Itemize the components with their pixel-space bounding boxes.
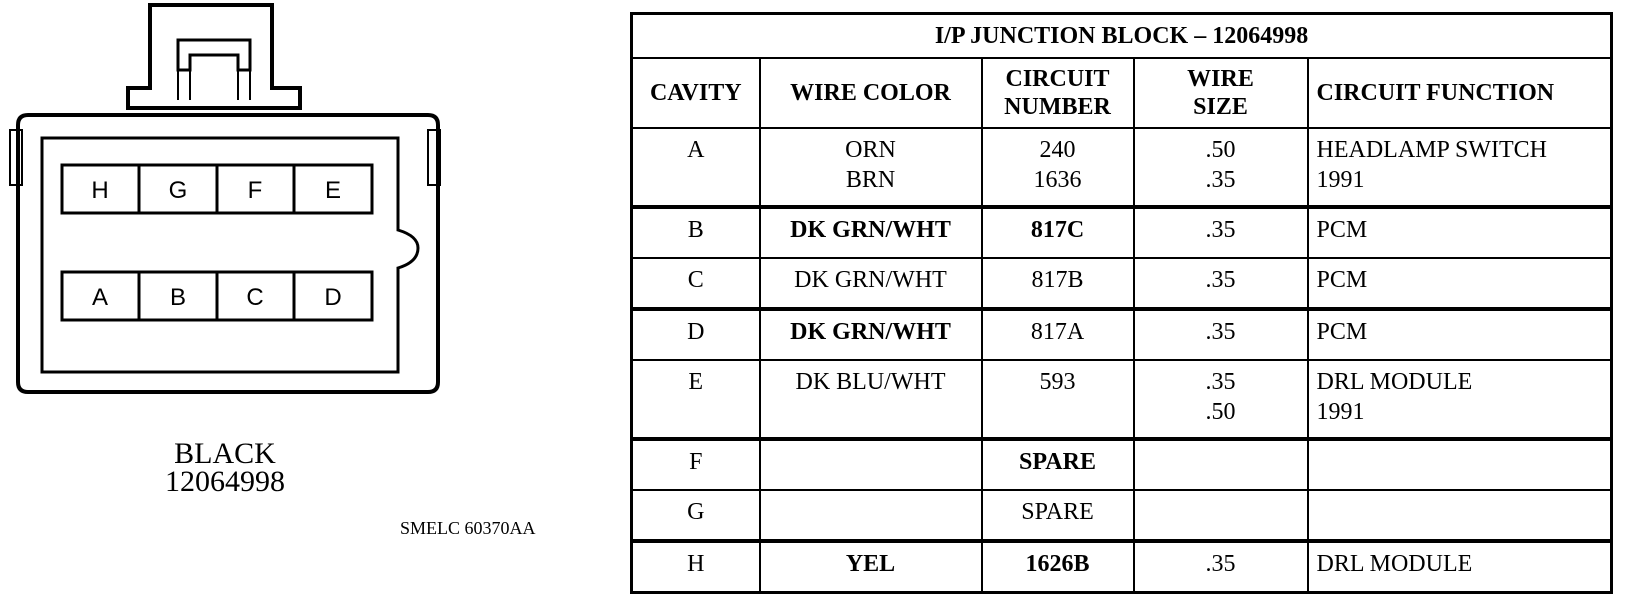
- cell-function-line: 1991: [1316, 399, 1365, 425]
- cell-wire-color: DK GRN/WHT: [760, 258, 982, 309]
- table-row: [632, 439, 1612, 490]
- connector-caption: [120, 437, 330, 498]
- pin-row-top: [62, 165, 372, 213]
- cell-circuit-function: [1308, 490, 1612, 541]
- table-row: [632, 309, 1612, 360]
- cell-circuit-function: [1308, 360, 1612, 439]
- cell-wire-size: .35: [1134, 258, 1308, 309]
- table-row: [632, 490, 1612, 541]
- pin-label-e: E: [324, 177, 342, 204]
- header-circuit-function: CIRCUIT FUNCTION: [1308, 58, 1612, 128]
- cell-circuit-function: PCM: [1308, 207, 1612, 258]
- cell-size-line: .35: [1205, 167, 1236, 193]
- cell-function-line: DRL MODULE: [1316, 369, 1473, 395]
- table-row: [632, 541, 1612, 593]
- header-wire-color: WIRE COLOR: [760, 58, 982, 128]
- cell-circuit-function: PCM: [1308, 309, 1612, 360]
- drawing-reference: SMELC 60370AA: [400, 518, 536, 538]
- cell-cavity: E: [632, 360, 760, 439]
- cell-wire-color: YEL: [760, 541, 982, 593]
- cell-circuit-number: SPARE: [982, 490, 1134, 541]
- cell-wire-size: [1134, 490, 1308, 541]
- pin-label-h: H: [91, 177, 109, 204]
- cell-wire-color: [760, 490, 982, 541]
- cell-cavity: C: [632, 258, 760, 309]
- cell-wire-size: [1134, 128, 1308, 207]
- cell-circuit-number: 817B: [982, 258, 1134, 309]
- cell-wire-color-line: BRN: [845, 167, 896, 193]
- cell-circuit-function: DRL MODULE: [1308, 541, 1612, 593]
- cell-circuit-function: PCM: [1308, 258, 1612, 309]
- header-circuit-number-line1: CIRCUIT: [1005, 66, 1110, 92]
- header-wire-size: [1134, 58, 1308, 128]
- pin-label-b: B: [169, 284, 187, 311]
- cell-cavity: D: [632, 309, 760, 360]
- cell-circuit-line: 1636: [1033, 167, 1082, 193]
- connector-color-label: BLACK: [174, 437, 276, 470]
- cell-size-line: .35: [1205, 369, 1236, 395]
- pin-label-d: D: [324, 284, 342, 311]
- cell-cavity: A: [632, 128, 760, 207]
- cell-cavity: G: [632, 490, 760, 541]
- table-row: [632, 128, 1612, 207]
- header-wire-size-line2: SIZE: [1193, 94, 1248, 120]
- cell-wire-size: [1134, 439, 1308, 490]
- cell-function-line: HEADLAMP SWITCH: [1316, 137, 1547, 163]
- header-circuit-number-line2: NUMBER: [1004, 94, 1111, 120]
- cell-size-line: .50: [1205, 399, 1236, 425]
- cell-function-line: 1991: [1316, 167, 1365, 193]
- pin-label-c: C: [246, 284, 264, 311]
- connector-part-number: 12064998: [165, 465, 285, 498]
- cell-wire-color-line: ORN: [845, 137, 896, 163]
- cell-circuit-number: [982, 128, 1134, 207]
- cell-wire-color: [760, 128, 982, 207]
- cell-circuit-number: 1626B: [982, 541, 1134, 593]
- cell-wire-color: DK BLU/WHT: [760, 360, 982, 439]
- cell-circuit-function: [1308, 128, 1612, 207]
- latch-lines: [178, 70, 250, 100]
- cell-wire-color: DK GRN/WHT: [760, 309, 982, 360]
- pin-label-a: A: [91, 284, 109, 311]
- cell-circuit-function: [1308, 439, 1612, 490]
- pin-row-bottom: [62, 272, 372, 320]
- cell-wire-size: .35: [1134, 309, 1308, 360]
- connector-inner-outline: [42, 138, 418, 372]
- header-circuit-number: [982, 58, 1134, 128]
- cell-size-line: .50: [1205, 137, 1236, 163]
- header-wire-size-line1: WIRE: [1187, 66, 1254, 92]
- table-row: [632, 258, 1612, 309]
- cell-circuit-number: 593: [982, 360, 1134, 439]
- table-row: [632, 207, 1612, 258]
- header-cavity: CAVITY: [632, 58, 760, 128]
- cell-wire-color: [760, 439, 982, 490]
- connector-body: [18, 115, 438, 392]
- pin-label-g: G: [168, 177, 188, 204]
- latch-inner: [178, 40, 250, 70]
- junction-block-table: [630, 12, 1613, 594]
- cell-wire-color: DK GRN/WHT: [760, 207, 982, 258]
- cell-cavity: H: [632, 541, 760, 593]
- cell-cavity: F: [632, 439, 760, 490]
- cell-cavity: B: [632, 207, 760, 258]
- table-title: I/P JUNCTION BLOCK – 12064998: [632, 14, 1612, 59]
- cell-circuit-number: SPARE: [982, 439, 1134, 490]
- pin-label-f: F: [247, 177, 263, 204]
- cell-wire-size: .35: [1134, 207, 1308, 258]
- cell-circuit-number: 817C: [982, 207, 1134, 258]
- cell-circuit-number: 817A: [982, 309, 1134, 360]
- cell-wire-size: .35: [1134, 541, 1308, 593]
- cell-circuit-line: 240: [1039, 137, 1076, 163]
- cell-wire-size: [1134, 360, 1308, 439]
- table-row: [632, 360, 1612, 439]
